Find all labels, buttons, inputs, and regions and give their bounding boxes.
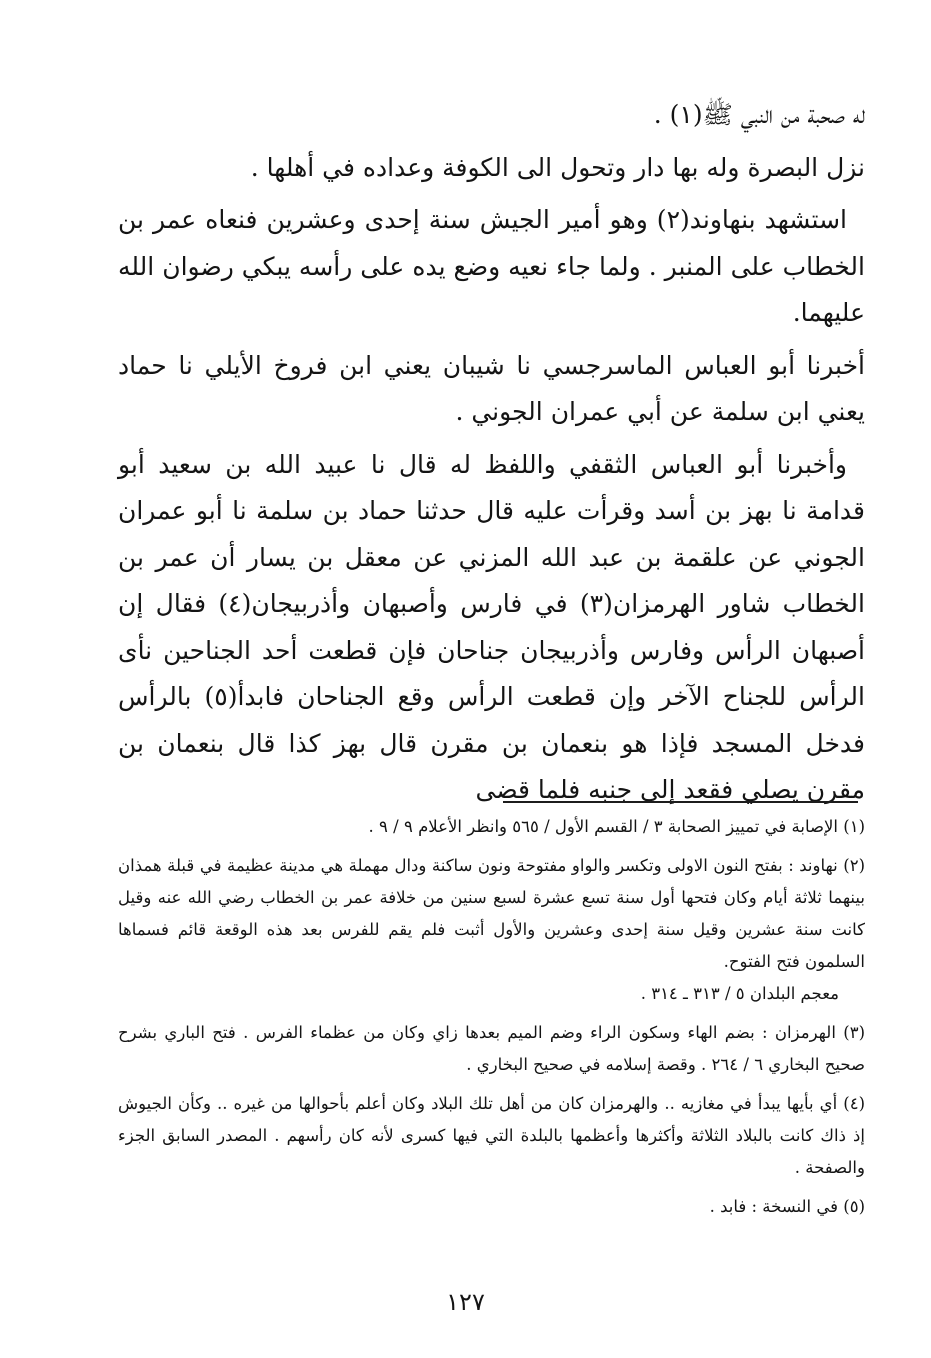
footnote: (٤) أي بأيها يبدأ في مغازيه .. والهرمزان كان من أهل تلك البلاد وكان أعلم بأحوالها من غيره .. وكأن الجيوش إذ ذاك كانت بالبلاد الثلاثة وأكثرها وأعظمها بالبلدة التي فيها كسرى لأنه كان رأسهم . المصدر السابق الجزء والصفحة .: [118, 1094, 865, 1177]
footnote: (٥) في النسخة : فابد .: [709, 1197, 865, 1216]
paragraph: استشهد بنهاوند(٢) وهو أمير الجيش سنة إحدى وعشرين فنعاه عمر بن الخطاب على المنبر . ولما جاء نعيه وضع يده على رأسه يبكي رضوان الله عليهما.: [118, 205, 865, 327]
main-text: [118, 92, 865, 814]
paragraph: وأخبرنا أبو العباس الثقفي واللفظ له قال نا عبيد الله بن سعيد أبو قدامة نا بهز بن أسد وقرأت عليه قال حدثنا حماد بن سلمة نا أبو عمران الجوني عن علقمة بن عبد الله المزني عن معقل بن يسار أن عمر بن الخطاب شاور الهرمزان(٣) في فارس وأصبهان وأذربيجان(٤) فقال إن أصبهان الرأس وفارس وأذربيجان جناحان فإن قطعت أحد الجناحين نأى الرأس للجناح الآخر وإن قطعت الرأس وقع الجناحان فابدأ(٥) بالرأس فدخل المسجد فإذا هو بنعمان بن مقرن قال بهز كذا قال بنعمان بن مقرن يصلي فقعد إلى جنبه فلما قضى: [118, 449, 865, 804]
paragraph: نزل البصرة وله بها دار وتحول الى الكوفة وعداده في أهلها .: [250, 152, 865, 182]
footnote-source: معجم البلدان ٥ / ٣١٣ ـ ٣١٤ .: [640, 984, 839, 1003]
footnote: (١) الإصابة في تمييز الصحابة ٣ / القسم الأول / ٥٦٥ وانظر الأعلام ٩ / ٩ .: [368, 817, 865, 836]
paragraph: أخبرنا أبو العباس الماسرجسي نا شيبان يعني ابن فروخ الأيلي نا حماد يعني ابن سلمة عن أبي عمران الجوني .: [118, 350, 865, 426]
footnote: (٣) الهرمزان : بضم الهاء وسكون الراء وضم الميم بعدها زاي وكان من عظماء الفرس . فتح الباري بشرح صحيح البخاري ٦ / ٢٦٤ . وقصة إسلامه في صحيح البخاري .: [118, 1023, 865, 1074]
footnotes: [118, 811, 865, 1223]
paragraph: له صحبة من النبي ﷺ(١) .: [653, 100, 865, 129]
page-number: ١٢٧: [446, 1288, 485, 1316]
footnote-divider: [503, 801, 858, 803]
footnote: (٢) نهاوند : بفتح النون الاولى وتكسر والواو مفتوحة ونون ساكنة ودال مهملة هي مدينة عظيمة في قبلة همذان بينهما ثلاثة أيام وكان فتحها أول سنة تسع عشرة لسبع سنين من خلافة عمر بن الخطاب رضي الله عنه وقيل كانت سنة عشرين وقيل سنة إحدى وعشرين والأول أثبت فلم يقم للفرس بعد هذه الوقعة قائم فسماها السلمون فتح الفتوح.: [118, 856, 865, 971]
